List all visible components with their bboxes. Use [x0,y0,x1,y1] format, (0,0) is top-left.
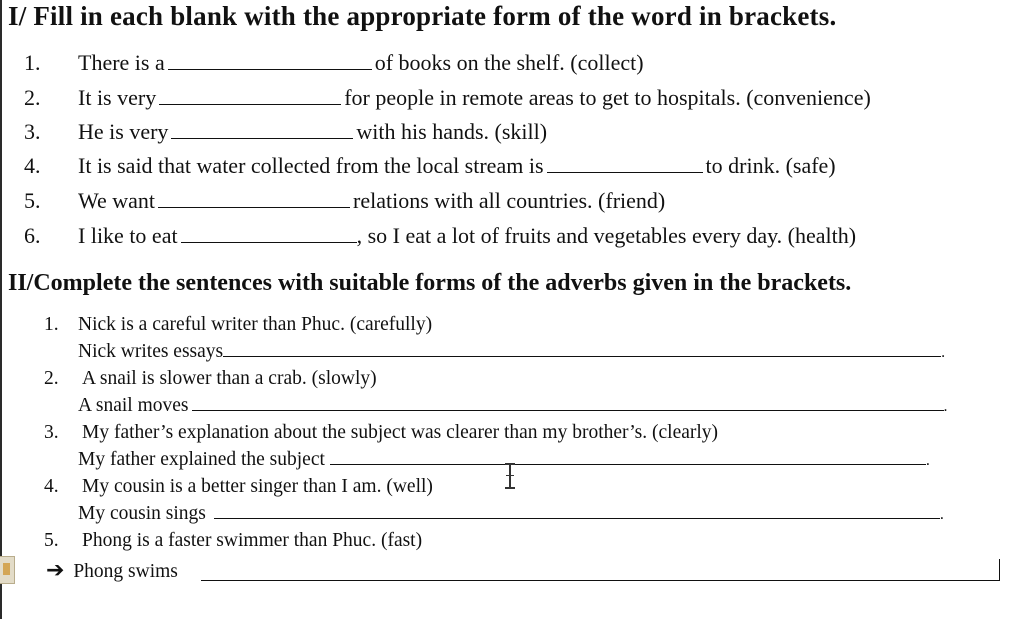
item-number: 1. [24,50,41,75]
section2-item-1-sentence [44,314,432,336]
item-number: 4. [24,153,41,178]
answer-line[interactable] [192,409,944,411]
section1-item-6 [24,223,856,249]
answer-blank[interactable] [158,206,350,208]
section1-heading: I/ Fill in each blank with the appropriate form of the word in brackets. [8,1,837,31]
item-text-before: He is very [78,119,169,144]
section2-item-5-answer [46,558,178,583]
item-number: 3. [44,422,59,443]
section2-item-4-sentence [44,476,433,498]
item-text-after: to drink. (safe) [705,153,836,178]
end-period: . [925,452,930,469]
item-text-before: There is a [78,50,165,75]
item-sentence: A snail is slower than a crab. (slowly) [82,368,377,389]
answer-line[interactable] [214,517,940,519]
item-text-after: relations with all countries. (friend) [353,188,666,213]
side-panel-tab-icon[interactable] [0,556,15,584]
item-text-after: for people in remote areas to get to hospitals. (convenience) [344,85,871,110]
section2-item-2-answer [78,395,948,417]
answer-prompt: My father explained the subject [78,449,325,470]
item-number: 2. [44,368,59,389]
section1-item-4 [24,153,836,179]
item-sentence: My cousin is a better singer than I am. (well) [82,476,433,497]
answer-prompt: A snail moves [78,395,189,416]
section1-item-2 [24,85,871,111]
section2-item-5-sentence [44,530,422,552]
answer-prompt: Nick writes essays [78,341,224,362]
item-number: 5. [44,530,59,551]
section2-heading: II/Complete the sentences with suitable forms of the adverbs given in the brackets. [8,270,852,296]
section2-item-3-sentence [44,422,718,444]
item-number: 4. [44,476,59,497]
section2-item-3-answer [78,449,930,471]
answer-prompt: Phong swims [73,561,178,582]
end-period: . [943,398,948,415]
item-number: 5. [24,188,41,213]
answer-blank[interactable] [181,241,357,243]
item-text-after: of books on the shelf. (collect) [374,50,644,75]
page-left-border [0,0,2,619]
item-text-after: , so I eat a lot of fruits and vegetables every day. (health) [356,223,857,248]
answer-blank[interactable] [171,137,353,139]
item-sentence: Phong is a faster swimmer than Phuc. (fast) [82,530,423,551]
answer-blank[interactable] [159,103,341,105]
section1-item-5 [24,188,665,214]
answer-blank[interactable] [168,68,372,70]
text-cursor-icon [505,463,515,489]
answer-box-edge [999,559,1000,581]
section2-item-4-answer [78,503,944,525]
item-text-before: We want [78,188,156,213]
item-text-before: It is said that water collected from the local stream is [78,153,544,178]
answer-line[interactable] [330,463,926,465]
answer-line[interactable] [223,355,941,357]
item-text-before: It is very [78,85,157,110]
answer-prompt: My cousin sings [78,503,206,524]
end-period: . [939,506,944,523]
answer-line[interactable] [201,580,1000,581]
arrow-right-icon: ➔ [46,558,65,583]
item-number: 1. [44,314,59,335]
item-number: 2. [24,85,41,110]
item-number: 6. [24,223,41,248]
section1-item-3 [24,119,547,145]
section2-item-1-answer [78,341,945,363]
section2-item-2-sentence [44,368,377,390]
end-period: . [941,344,946,361]
item-sentence: Nick is a careful writer than Phuc. (carefully) [78,314,433,335]
item-number: 3. [24,119,41,144]
item-text-after: with his hands. (skill) [356,119,548,144]
item-text-before: I like to eat [78,223,178,248]
section1-item-1 [24,50,644,76]
item-sentence: My father’s explanation about the subject was clearer than my brother’s. (clearly) [82,422,719,443]
answer-blank[interactable] [547,171,703,173]
